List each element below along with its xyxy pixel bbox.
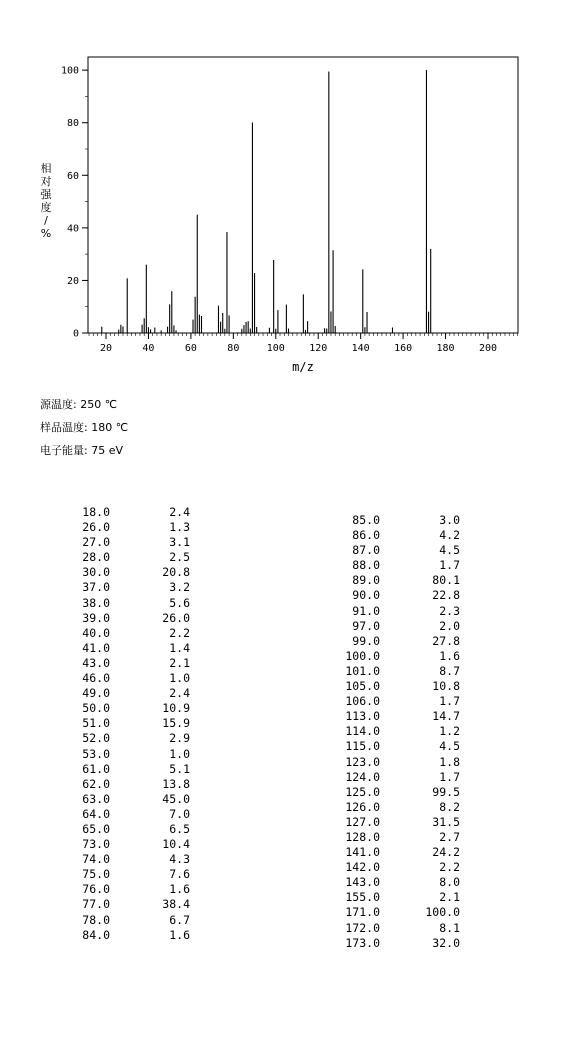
peak-row: [70, 626, 190, 641]
mz-value: 88.0: [352, 558, 380, 573]
x-tick-label: 140: [351, 343, 370, 354]
mz-value: 172.0: [345, 920, 380, 935]
peak-row: [340, 875, 460, 890]
abundance-value: 7.6: [169, 867, 190, 882]
peak-row: [340, 890, 460, 905]
abundance-value: 1.0: [169, 746, 190, 761]
mz-value: 100.0: [345, 648, 380, 663]
abundance-value: 1.6: [439, 648, 460, 663]
x-axis-label: m/z: [292, 360, 314, 374]
peak-row: [70, 641, 190, 656]
peak-row: [70, 731, 190, 746]
peak-row: [70, 852, 190, 867]
peak-row: [70, 867, 190, 882]
peak-row: [70, 550, 190, 565]
mz-value: 87.0: [352, 543, 380, 558]
mz-value: 115.0: [345, 739, 380, 754]
peak-row: [70, 701, 190, 716]
peak-row: [340, 755, 460, 770]
abundance-value: 10.9: [162, 701, 190, 716]
abundance-value: 2.3: [439, 603, 460, 618]
y-axis-label: [41, 161, 53, 240]
peak-row: [340, 905, 460, 920]
peak-row: [340, 936, 460, 951]
peak-row: [340, 513, 460, 528]
mz-value: 41.0: [82, 640, 110, 655]
mz-value: 125.0: [345, 784, 380, 799]
mz-value: 127.0: [345, 814, 380, 829]
mz-value: 27.0: [82, 535, 110, 550]
mz-value: 155.0: [345, 890, 380, 905]
x-axis-ticks: [100, 333, 497, 354]
abundance-value: 27.8: [432, 633, 460, 648]
mz-value: 78.0: [82, 912, 110, 927]
peak-row: [340, 528, 460, 543]
x-tick-label: 40: [142, 343, 155, 354]
peak-row: [340, 694, 460, 709]
x-tick-label: 100: [266, 343, 285, 354]
abundance-value: 4.5: [439, 739, 460, 754]
mz-value: 39.0: [82, 610, 110, 625]
mz-value: 141.0: [345, 845, 380, 860]
abundance-value: 7.0: [169, 806, 190, 821]
abundance-value: 99.5: [432, 784, 460, 799]
abundance-value: 1.2: [439, 724, 460, 739]
peak-row: [340, 845, 460, 860]
abundance-value: 45.0: [162, 791, 190, 806]
peak-row: [70, 897, 190, 912]
peak-row: [70, 716, 190, 731]
mz-value: 63.0: [82, 791, 110, 806]
mz-value: 123.0: [345, 754, 380, 769]
peak-row: [340, 709, 460, 724]
mz-value: 50.0: [82, 701, 110, 716]
x-tick-label: 120: [309, 343, 328, 354]
abundance-value: 2.4: [169, 505, 190, 519]
mz-value: 89.0: [352, 573, 380, 588]
abundance-value: 31.5: [432, 814, 460, 829]
abundance-value: 1.4: [169, 640, 190, 655]
abundance-value: 1.8: [439, 754, 460, 769]
abundance-value: 2.2: [169, 625, 190, 640]
y-tick-label: 20: [66, 275, 79, 287]
minor-ticks: [85, 70, 518, 336]
peak-row: [340, 619, 460, 634]
abundance-value: 2.2: [439, 860, 460, 875]
abundance-value: 5.6: [169, 595, 190, 610]
peak-row: [340, 573, 460, 588]
mz-value: 62.0: [82, 776, 110, 791]
abundance-value: 13.8: [162, 776, 190, 791]
mz-value: 37.0: [82, 580, 110, 595]
abundance-value: 14.7: [432, 709, 460, 724]
x-tick-label: 20: [99, 343, 113, 354]
mz-value: 114.0: [345, 724, 380, 739]
peak-row: [70, 686, 190, 701]
abundance-value: 6.7: [169, 912, 190, 927]
mz-value: 75.0: [82, 867, 110, 882]
abundance-value: 6.5: [169, 821, 190, 836]
abundance-value: 100.0: [425, 905, 460, 920]
mz-value: 173.0: [345, 935, 380, 950]
abundance-value: 2.1: [439, 890, 460, 905]
abundance-value: 2.9: [169, 731, 190, 746]
peak-row: [340, 558, 460, 573]
abundance-value: 1.6: [169, 927, 190, 942]
peak-row: [70, 792, 190, 807]
peak-row: [70, 822, 190, 837]
peak-row: [340, 588, 460, 603]
y-tick-label: 100: [60, 65, 79, 77]
abundance-value: 4.2: [439, 528, 460, 543]
peak-row: [340, 679, 460, 694]
plot-frame: [88, 57, 518, 333]
peak-row: [70, 928, 190, 943]
peak-row: [70, 596, 190, 611]
abundance-value: 8.0: [439, 875, 460, 890]
abundance-value: 1.7: [439, 769, 460, 784]
mz-value: 143.0: [345, 875, 380, 890]
x-tick-label: 80: [227, 343, 240, 354]
peak-row: [340, 815, 460, 830]
abundance-value: 26.0: [162, 610, 190, 625]
svg-text:相对强度/%: 相对强度/ %: [40, 162, 52, 240]
abundance-value: 3.1: [169, 535, 190, 550]
y-axis-ticks: [61, 66, 88, 340]
abundance-value: 80.1: [432, 573, 460, 588]
mz-value: 171.0: [345, 905, 380, 920]
mz-value: 142.0: [345, 860, 380, 875]
abundance-value: 1.7: [439, 694, 460, 709]
mz-value: 90.0: [352, 588, 380, 603]
abundance-value: 20.8: [162, 565, 190, 580]
abundance-value: 2.0: [439, 618, 460, 633]
peak-row: [70, 913, 190, 928]
abundance-value: 2.4: [169, 686, 190, 701]
mz-value: 84.0: [82, 927, 110, 942]
peak-row: [340, 649, 460, 664]
x-tick-label: 160: [394, 343, 413, 354]
abundance-value: 3.2: [169, 580, 190, 595]
y-tick-label: 0: [72, 328, 79, 340]
spectrum-peaks: [102, 70, 431, 333]
y-tick-label: 40: [66, 223, 79, 235]
peak-row: [70, 656, 190, 671]
peak-row: [70, 580, 190, 595]
abundance-value: 2.1: [169, 655, 190, 670]
mz-value: 73.0: [82, 837, 110, 852]
peak-row: [70, 807, 190, 822]
peak-row: [70, 520, 190, 535]
peak-row: [70, 611, 190, 626]
abundance-value: 2.7: [439, 829, 460, 844]
mz-value: 30.0: [82, 565, 110, 580]
mz-value: 113.0: [345, 709, 380, 724]
mz-value: 49.0: [82, 686, 110, 701]
mz-value: 101.0: [345, 663, 380, 678]
mz-value: 99.0: [352, 633, 380, 648]
abundance-value: 3.0: [439, 513, 460, 527]
abundance-value: 15.9: [162, 716, 190, 731]
peak-row: [70, 762, 190, 777]
peak-row: [340, 770, 460, 785]
abundance-value: 10.8: [432, 679, 460, 694]
mz-value: 43.0: [82, 655, 110, 670]
abundance-value: 24.2: [432, 845, 460, 860]
mz-value: 40.0: [82, 625, 110, 640]
peak-row: [340, 634, 460, 649]
mz-value: 28.0: [82, 550, 110, 565]
mass-spectrum-chart: [0, 0, 570, 380]
mz-value: 124.0: [345, 769, 380, 784]
mz-value: 86.0: [352, 528, 380, 543]
abundance-value: 1.3: [169, 520, 190, 535]
mz-value: 18.0: [82, 505, 110, 519]
peak-row: [340, 604, 460, 619]
x-tick-label: 200: [478, 343, 498, 354]
mz-value: 76.0: [82, 882, 110, 897]
mz-value: 128.0: [345, 829, 380, 844]
electron-energy: 电子能量: 75 eV: [40, 444, 123, 457]
peak-row: [70, 535, 190, 550]
peak-row: [340, 543, 460, 558]
peak-row: [340, 785, 460, 800]
mz-value: 64.0: [82, 806, 110, 821]
mz-value: 46.0: [82, 671, 110, 686]
mz-value: 74.0: [82, 852, 110, 867]
peak-row: [70, 671, 190, 686]
x-tick-label: 180: [436, 343, 455, 354]
peak-row: [340, 860, 460, 875]
x-tick-label: 60: [184, 343, 197, 354]
peak-row: [340, 921, 460, 936]
abundance-value: 38.4: [162, 897, 190, 912]
peak-row: [340, 830, 460, 845]
abundance-value: 1.6: [169, 882, 190, 897]
mz-value: 52.0: [82, 731, 110, 746]
abundance-value: 8.1: [439, 920, 460, 935]
mz-value: 77.0: [82, 897, 110, 912]
peak-row: [340, 739, 460, 754]
peak-row: [340, 724, 460, 739]
mz-value: 91.0: [352, 603, 380, 618]
mz-value: 65.0: [82, 821, 110, 836]
abundance-value: 4.5: [439, 543, 460, 558]
abundance-value: 5.1: [169, 761, 190, 776]
mz-value: 61.0: [82, 761, 110, 776]
mz-value: 53.0: [82, 746, 110, 761]
abundance-value: 1.7: [439, 558, 460, 573]
peak-table-left: [70, 505, 190, 943]
peak-row: [70, 565, 190, 580]
peak-row: [340, 664, 460, 679]
mz-value: 85.0: [352, 513, 380, 527]
peak-row: [70, 747, 190, 762]
mz-value: 38.0: [82, 595, 110, 610]
abundance-value: 8.7: [439, 663, 460, 678]
mz-value: 26.0: [82, 520, 110, 535]
sample-temperature: 样品温度: 180 ℃: [40, 421, 129, 434]
mz-value: 97.0: [352, 618, 380, 633]
mz-value: 126.0: [345, 799, 380, 814]
abundance-value: 22.8: [432, 588, 460, 603]
peak-row: [340, 800, 460, 815]
peak-row: [70, 837, 190, 852]
y-tick-label: 60: [66, 170, 79, 182]
peak-row: [70, 882, 190, 897]
mz-value: 105.0: [345, 679, 380, 694]
peak-table-right: [340, 513, 460, 951]
abundance-value: 10.4: [162, 837, 190, 852]
source-temperature: 源温度: 250 ℃: [40, 398, 118, 411]
mz-value: 106.0: [345, 694, 380, 709]
abundance-value: 32.0: [432, 935, 460, 950]
peak-row: [70, 777, 190, 792]
abundance-value: 1.0: [169, 671, 190, 686]
mz-value: 51.0: [82, 716, 110, 731]
peak-row: [70, 505, 190, 520]
y-tick-label: 80: [66, 118, 79, 130]
abundance-value: 8.2: [439, 799, 460, 814]
abundance-value: 2.5: [169, 550, 190, 565]
abundance-value: 4.3: [169, 852, 190, 867]
